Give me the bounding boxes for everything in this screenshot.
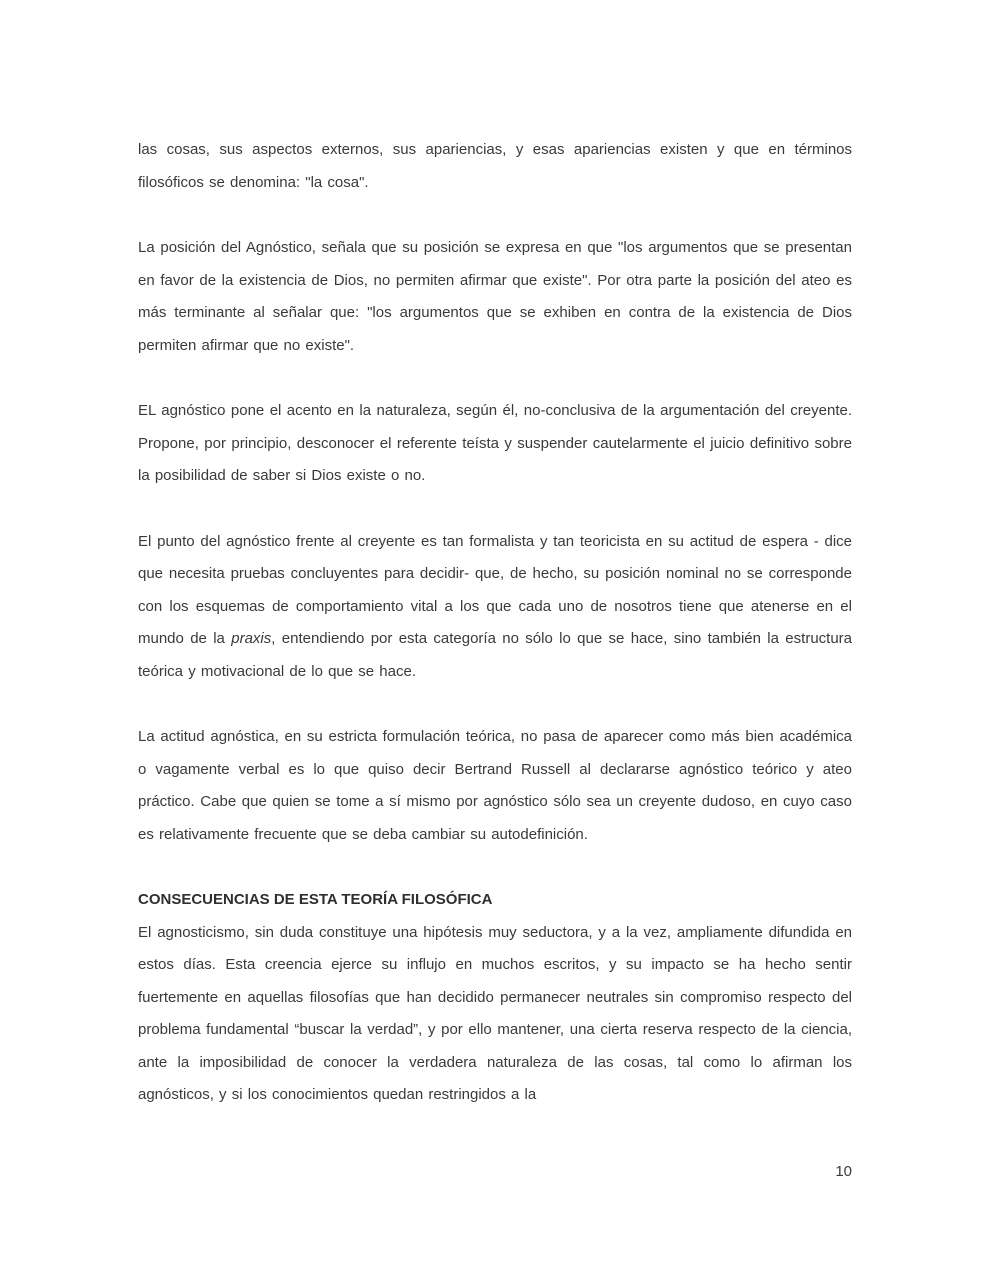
paragraph-4-post: , entendiendo por esta categoría no sólo lo que se hace, sino también la estructura teórica y motivacional de lo que se hace. — [138, 630, 853, 680]
paragraph-1: las cosas, sus aspectos externos, sus apariencias, y esas apariencias existen y que en términos filosóficos se denomina: "la cosa". — [138, 141, 852, 191]
paragraph-5: La actitud agnóstica, en su estricta formulación teórica, no pasa de aparecer como más bien académica o vagamente verbal es lo que quiso decir Bertrand Russell al declararse agnóstico teórico y ateo práctico. Cabe que quien se tome a sí mismo por agnóstico sólo sea un creyente dudoso, en cuyo caso es relativamente frecuente que se deba cambiar su autodefinición. — [138, 728, 852, 843]
page-number: 10 — [835, 1163, 852, 1180]
praxis-italic-term: praxis — [231, 630, 272, 647]
paragraph-3: EL agnóstico pone el acento en la naturaleza, según él, no-conclusiva de la argumentación del creyente. Propone, por principio, desconocer el referente teísta y suspender cautelarmente el juicio definitivo sobre la posibilidad de saber si Dios existe o no. — [138, 402, 852, 484]
paragraph-4 — [138, 526, 852, 689]
paragraph-6: El agnosticismo, sin duda constituye una hipótesis muy seductora, y a la vez, ampliamente difundida en estos días. Esta creencia ejerce su influjo en muchos escritos, y su impacto se ha hecho sentir fuertemente en aquellas filosofías que han decidido permanecer neutrales sin compromiso respecto del problema fundamental “buscar la verdad”, y por ello mantener, una cierta reserva respecto de la ciencia, ante la imposibilidad de conocer la verdadera naturaleza de las cosas, tal como lo afirman los agnósticos, y si los conocimientos quedan restringidos a la — [138, 923, 852, 1103]
paragraph-2: La posición del Agnóstico, señala que su posición se expresa en que "los argumentos que se presentan en favor de la existencia de Dios, no permiten afirmar que existe". Por otra parte la posición del ateo es más terminante al señalar que: "los argumentos que se exhiben en contra de la existencia de Dios permiten afirmar que no existe". — [138, 239, 852, 354]
paragraph-4-pre: El punto del agnóstico frente al creyente es tan formalista y tan teoricista en su actitud de espera - dice que necesita pruebas concluyentes para decidir- que, de hecho, su posición nominal no se corresponde con los esquemas de comportamiento vital a los que cada uno de nosotros tiene que atenerse en el mundo de la — [138, 532, 852, 647]
text-content — [138, 134, 852, 1145]
section-heading: CONSECUENCIAS DE ESTA TEORÍA FILOSÓFICA — [138, 891, 493, 908]
